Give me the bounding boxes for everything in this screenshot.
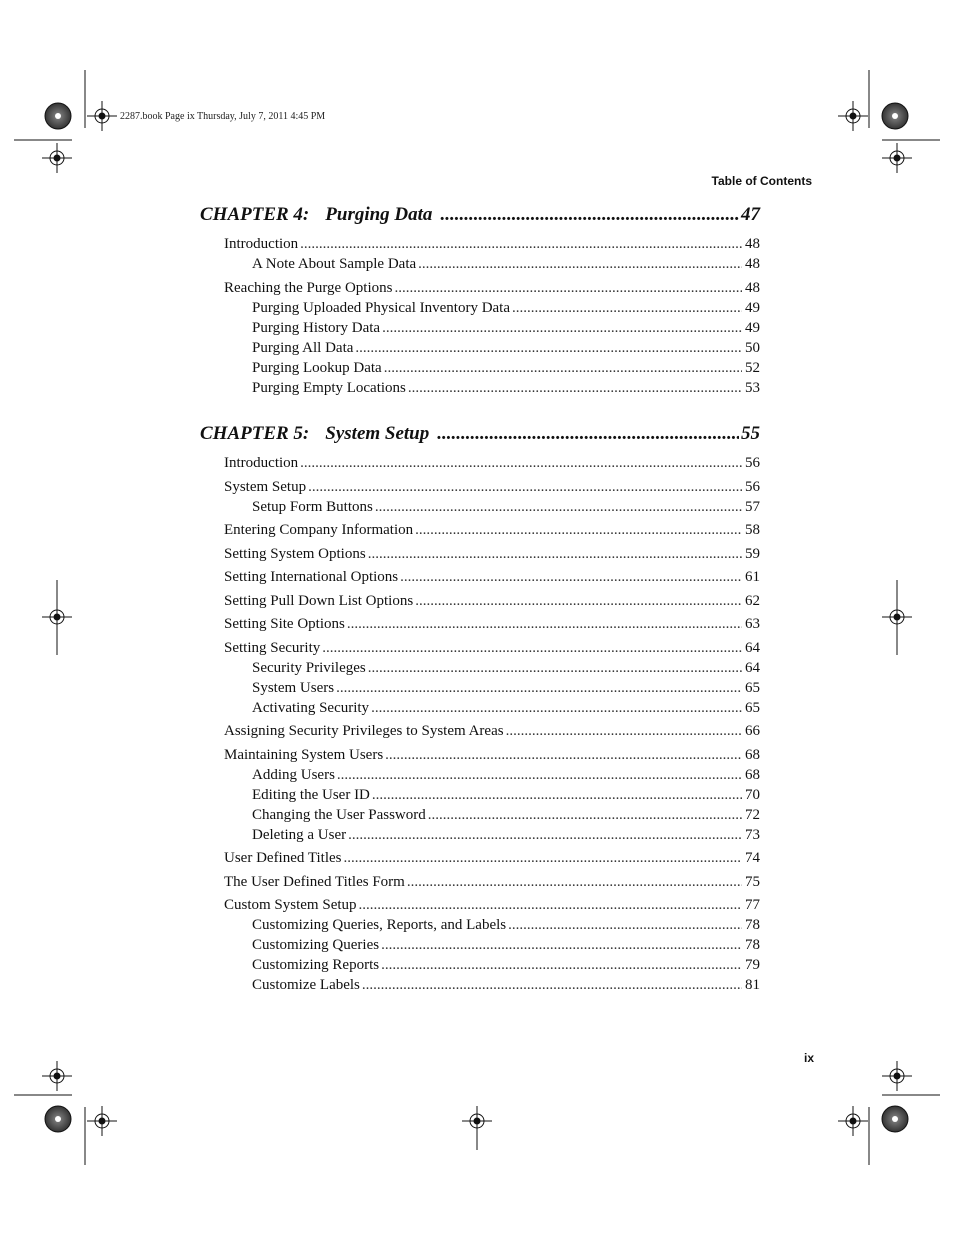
toc-entry[interactable]	[200, 254, 760, 274]
dot-leader	[322, 638, 742, 658]
toc-entry-title: Maintaining System Users	[224, 746, 384, 763]
toc-entry-page: 78	[745, 917, 760, 933]
dot-leader	[418, 254, 742, 274]
toc-entry[interactable]	[200, 378, 760, 398]
toc-entry-page: 73	[745, 826, 760, 843]
toc-chapter-5	[200, 423, 760, 995]
toc-entry-page: 77	[745, 897, 760, 913]
dot-leader	[371, 698, 742, 718]
toc-entry-title: Setting Security	[224, 639, 321, 656]
toc-entry-title: Purging History Data	[252, 319, 381, 336]
dot-leader	[508, 915, 742, 935]
dot-leader	[415, 520, 742, 540]
toc-entry[interactable]	[200, 915, 760, 935]
toc-entry[interactable]	[200, 544, 760, 564]
dot-leader	[428, 805, 742, 825]
toc-entry-title: Reaching the Purge Options	[224, 279, 393, 296]
toc-entry[interactable]	[200, 638, 760, 658]
toc-entry-title: Purging All Data	[252, 339, 354, 356]
toc-entry[interactable]	[200, 745, 760, 765]
starburst-mark	[45, 103, 71, 129]
toc-entry-title: Custom System Setup	[224, 897, 357, 913]
dot-leader	[440, 204, 739, 226]
dot-leader	[512, 298, 742, 318]
toc-entry-page: 49	[745, 299, 760, 316]
toc-entry-title: Customizing Queries, Reports, and Labels	[252, 917, 507, 933]
toc-entry-page: 61	[745, 569, 760, 585]
dot-leader	[437, 423, 739, 445]
dot-leader	[368, 658, 742, 678]
toc-entry-page: 56	[745, 455, 760, 471]
toc-entry-page: 52	[745, 359, 760, 376]
registration-mark	[42, 143, 72, 173]
toc-entry-page: 50	[745, 339, 760, 356]
registration-mark	[462, 1106, 492, 1136]
registration-mark	[42, 1061, 72, 1091]
dot-leader	[375, 497, 742, 517]
dot-leader	[381, 955, 742, 975]
toc-entry[interactable]	[200, 318, 760, 338]
dot-leader	[347, 614, 742, 634]
page-number: ix	[803, 1051, 814, 1065]
toc-entry-page: 48	[745, 236, 760, 252]
toc-entry[interactable]	[200, 298, 760, 318]
toc-entry[interactable]	[200, 591, 760, 611]
running-head: Table of Contents	[711, 174, 812, 188]
toc-entry[interactable]	[200, 785, 760, 805]
chapter-label: CHAPTER 4:	[200, 204, 310, 225]
toc-entry[interactable]	[200, 895, 760, 915]
dot-leader	[506, 721, 742, 741]
dot-leader	[355, 338, 742, 358]
chapter-heading[interactable]	[200, 423, 760, 445]
toc-entry[interactable]	[200, 872, 760, 892]
toc-entry-page: 79	[745, 957, 760, 973]
toc-entry-title: Changing the User Password	[252, 806, 426, 823]
toc-entry-page: 48	[745, 279, 760, 296]
toc-entry-page: 64	[745, 639, 760, 656]
toc-entry-page: 57	[745, 498, 760, 515]
registration-mark	[838, 101, 868, 131]
toc-entry[interactable]	[200, 805, 760, 825]
toc-entry[interactable]	[200, 358, 760, 378]
toc-entry[interactable]	[200, 678, 760, 698]
registration-mark	[882, 143, 912, 173]
dot-leader	[384, 358, 742, 378]
toc-entry-title: Customize Labels	[252, 977, 360, 993]
toc-entry-title: Introduction	[224, 236, 299, 252]
print-slug: 2287.book Page ix Thursday, July 7, 2011 4:45 PM	[120, 111, 326, 122]
toc-entry-list	[200, 453, 760, 995]
chapter-label: CHAPTER 5:	[200, 423, 310, 444]
toc-entry-page: 68	[745, 746, 760, 763]
toc-entry-page: 62	[745, 592, 760, 609]
toc-entry-page: 74	[745, 850, 760, 866]
toc-entry-title: A Note About Sample Data	[252, 256, 417, 272]
dot-leader	[372, 785, 742, 805]
toc-entry-title: The User Defined Titles Form	[224, 873, 405, 890]
toc-entry[interactable]	[200, 848, 760, 868]
toc-entry-title: Purging Uploaded Physical Inventory Data	[252, 299, 511, 316]
registration-mark	[882, 1061, 912, 1091]
toc-entry-page: 48	[745, 256, 760, 272]
dot-leader	[382, 318, 742, 338]
toc-entry-page: 65	[745, 679, 760, 696]
toc-entry-title: Setup Form Buttons	[252, 498, 373, 515]
toc-entry[interactable]	[200, 278, 760, 298]
dot-leader	[415, 591, 742, 611]
toc-entry-page: 64	[745, 659, 760, 676]
toc-entry[interactable]	[200, 234, 760, 254]
toc-entry[interactable]	[200, 338, 760, 358]
toc-entry-page: 58	[745, 522, 760, 538]
toc-entry-title: Activating Security	[252, 699, 370, 716]
dot-leader	[336, 678, 742, 698]
toc-entry[interactable]	[200, 477, 760, 497]
toc-entry-page: 70	[745, 786, 760, 803]
toc-chapter-4	[200, 204, 760, 398]
chapter-page: 47	[741, 204, 760, 225]
toc-entry-title: System Setup	[224, 478, 307, 495]
chapter-page: 55	[741, 423, 760, 444]
toc-entry-page: 49	[745, 319, 760, 336]
toc-entry[interactable]	[200, 453, 760, 473]
toc-entry-page: 53	[745, 379, 760, 396]
starburst-mark	[882, 103, 908, 129]
toc-entry-title: Setting Site Options	[224, 616, 345, 632]
toc-entry-title: Customizing Reports	[252, 957, 380, 973]
dot-leader	[344, 848, 743, 868]
toc-entry[interactable]	[200, 975, 760, 995]
toc-entry-title: Purging Lookup Data	[252, 359, 382, 376]
toc-entry-title: Introduction	[224, 455, 299, 471]
toc-entry[interactable]	[200, 935, 760, 955]
toc-entry-page: 81	[745, 977, 760, 993]
toc-entry-title: Setting System Options	[224, 545, 366, 562]
dot-leader	[300, 234, 742, 254]
registration-mark	[882, 602, 912, 632]
chapter-heading[interactable]	[200, 204, 760, 226]
toc-entry[interactable]	[200, 825, 760, 845]
registration-mark	[87, 101, 117, 131]
toc-entry-title: Deleting a User	[252, 826, 347, 843]
toc-entry-title: Editing the User ID	[252, 786, 370, 803]
toc-entry-title: Setting Pull Down List Options	[224, 592, 414, 609]
toc-entry-page: 63	[745, 616, 760, 632]
toc-entry-page: 56	[745, 478, 760, 495]
dot-leader	[368, 544, 742, 564]
toc-entry-title: Customizing Queries	[252, 937, 380, 953]
toc-entry[interactable]	[200, 520, 760, 540]
registration-mark	[42, 602, 72, 632]
toc-entry[interactable]	[200, 614, 760, 634]
starburst-mark	[882, 1106, 908, 1132]
toc-entry[interactable]	[200, 497, 760, 517]
dot-leader	[308, 477, 742, 497]
toc-entry-list	[200, 234, 760, 398]
dot-leader	[337, 765, 742, 785]
dot-leader	[359, 895, 742, 915]
dot-leader	[400, 567, 742, 587]
toc-entry-page: 68	[745, 766, 760, 783]
toc-entry-title: Setting International Options	[224, 569, 399, 585]
dot-leader	[394, 278, 742, 298]
toc-entry-title: Purging Empty Locations	[252, 379, 406, 396]
dot-leader	[348, 825, 742, 845]
chapter-title: Purging Data	[325, 204, 433, 225]
dot-leader	[385, 745, 742, 765]
toc-entry-page: 75	[745, 873, 760, 890]
toc-entry-page: 66	[745, 723, 760, 739]
registration-mark	[838, 1106, 868, 1136]
starburst-mark	[45, 1106, 71, 1132]
chapter-title: System Setup	[325, 423, 430, 444]
toc-entry-title: Adding Users	[252, 766, 335, 783]
toc-entry[interactable]	[200, 698, 760, 718]
toc-entry-page: 78	[745, 937, 760, 953]
toc-entry-page: 72	[745, 806, 760, 823]
toc-entry-title: Assigning Security Privileges to System Areas	[224, 723, 504, 739]
dot-leader	[407, 872, 742, 892]
toc-entry-page: 59	[745, 545, 760, 562]
toc-entry[interactable]	[200, 567, 760, 587]
toc-entry[interactable]	[200, 955, 760, 975]
toc-entry-page: 65	[745, 699, 760, 716]
toc-entry[interactable]	[200, 765, 760, 785]
toc-entry-title: Entering Company Information	[224, 522, 414, 538]
toc-entry[interactable]	[200, 658, 760, 678]
registration-mark	[87, 1106, 117, 1136]
toc-entry-title: System Users	[252, 679, 335, 696]
toc-entry[interactable]	[200, 721, 760, 741]
dot-leader	[300, 453, 742, 473]
toc-entry-title: User Defined Titles	[224, 850, 342, 866]
dot-leader	[381, 935, 742, 955]
dot-leader	[408, 378, 742, 398]
dot-leader	[362, 975, 742, 995]
toc-entry-title: Security Privileges	[252, 659, 366, 676]
